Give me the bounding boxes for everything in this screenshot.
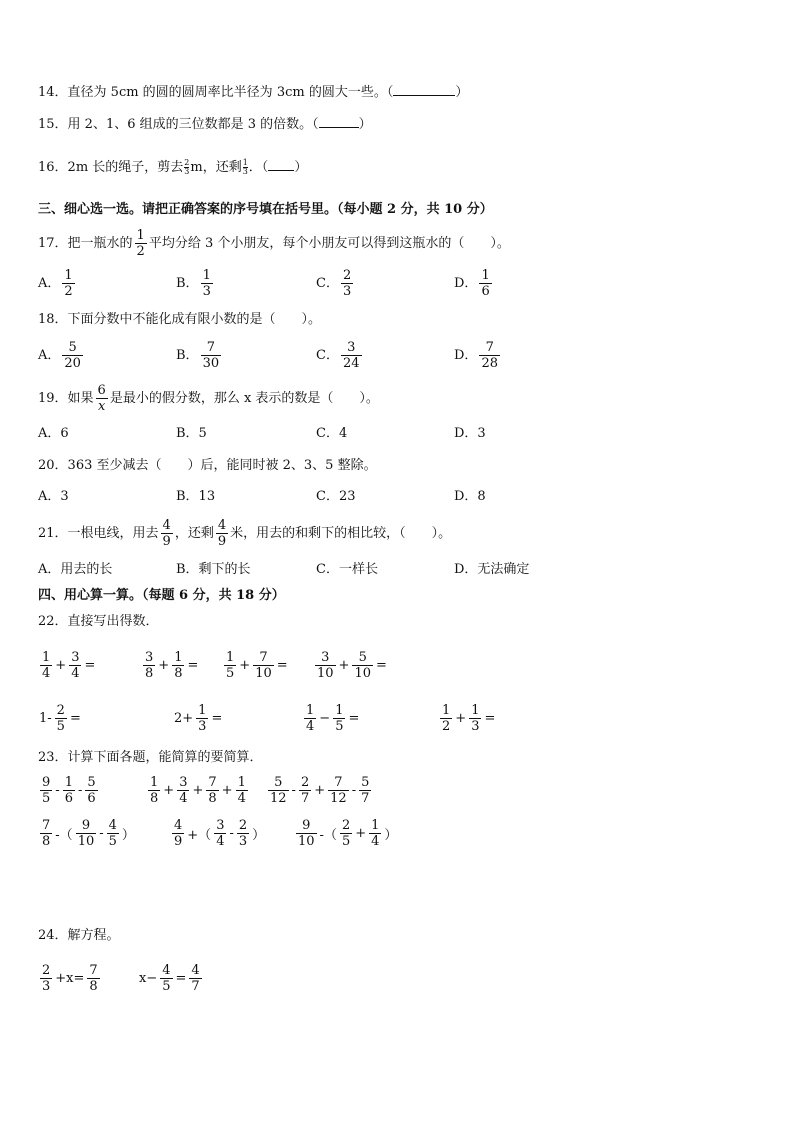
option-20-c[interactable]: C．23	[316, 489, 356, 504]
option-19-a[interactable]: A．6	[38, 426, 69, 441]
answer-blank-14[interactable]	[393, 83, 455, 96]
question-15-text: 15．用 2、1、6 组成的三位数都是 3 的倍数。（	[38, 117, 319, 132]
fraction: $\frac{1}{2}$	[136, 228, 145, 259]
question-17: 17．把一瓶水的 $\frac{1}{2}$ 平均分给 3 个小朋友，每个小朋友可以得到这瓶水的（ ）。	[38, 228, 510, 259]
option-17-d[interactable]: D． $\frac{1}{6}$	[454, 268, 490, 299]
option-21-a[interactable]: A．用去的长	[38, 562, 113, 577]
equation-24-1: $\frac{2}{3}$ +x= $\frac{7}{8}$	[42, 963, 98, 994]
expression-22-2: $\frac{3}{8}$ + $\frac{1}{8}$ =	[145, 650, 199, 681]
expression-22-4: $\frac{3}{10}$ + $\frac{5}{10}$ =	[317, 650, 387, 681]
option-17-c[interactable]: C． $\frac{2}{3}$	[316, 268, 352, 299]
option-17-a[interactable]: A． $\frac{1}{2}$	[38, 268, 73, 299]
question-14-text: 14．直径为 5cm 的圆的圆周率比半径为 3cm 的圆大一些。（	[38, 85, 394, 100]
expression-23-1: $\frac{9}{5}$ - $\frac{1}{6}$ - $\frac{5}{6}$	[42, 775, 96, 806]
answer-blank-16[interactable]	[268, 158, 294, 171]
option-21-b[interactable]: B．剩下的长	[176, 562, 251, 577]
option-20-a[interactable]: A．3	[38, 489, 69, 504]
fraction: $\frac{2}{3}$	[184, 158, 190, 176]
question-18: 18．下面分数中不能化成有限小数的是（ ）。	[38, 312, 322, 327]
question-21: 21．一根电线，用去 $\frac{4}{9}$ ，还剩 $\frac{4}{9}$ 米，用去的和剩下的相比较，（ ）。	[38, 518, 452, 549]
expression-23-6: $\frac{9}{10}$ -（ $\frac{2}{5}$ + $\frac{1}{4}$ ）	[298, 818, 398, 849]
option-20-d[interactable]: D．8	[454, 489, 486, 504]
question-20: 20．363 至少减去（ ）后，能同时被 2、3、5 整除。	[38, 458, 377, 473]
expression-22-7: $\frac{1}{4}$ − $\frac{1}{5}$ =	[306, 703, 360, 734]
section-3-heading: 三、细心选一选。请把正确答案的序号填在括号里。（每小题 2 分，共 10 分）	[38, 202, 493, 217]
expression-22-1: $\frac{1}{4}$ + $\frac{3}{4}$ =	[42, 650, 96, 681]
expression-23-2: $\frac{1}{8}$ + $\frac{3}{4}$ + $\frac{7}{8}$ + $\frac{1}{4}$	[150, 775, 246, 806]
expression-22-5: 1- $\frac{2}{5}$ =	[39, 703, 81, 734]
expression-23-4: $\frac{7}{8}$ -（ $\frac{9}{10}$ - $\frac{4}{5}$ ）	[42, 818, 135, 849]
option-18-c[interactable]: C． $\frac{3}{24}$	[316, 340, 360, 371]
option-19-c[interactable]: C．4	[316, 426, 348, 441]
fraction: $\frac{1}{3}$	[242, 158, 248, 176]
question-19: 19．如果 $\frac{6}{x}$ 是最小的假分数，那么 x 表示的数是（ ）。	[38, 383, 379, 414]
option-21-d[interactable]: D．无法确定	[454, 562, 530, 577]
expression-22-6: 2+ $\frac{1}{3}$ =	[174, 703, 223, 734]
question-24: 24．解方程。	[38, 928, 120, 943]
expression-22-3: $\frac{1}{5}$ + $\frac{7}{10}$ =	[226, 650, 288, 681]
option-18-a[interactable]: A． $\frac{5}{20}$	[38, 340, 81, 371]
answer-blank-15[interactable]	[319, 115, 359, 128]
expression-22-8: $\frac{1}{2}$ + $\frac{1}{3}$ =	[442, 703, 496, 734]
section-4-heading: 四、用心算一算。（每题 6 分，共 18 分）	[38, 588, 285, 603]
question-22: 22．直接写出得数．	[38, 614, 159, 629]
equation-24-2: x− $\frac{4}{5}$ = $\frac{4}{7}$	[139, 963, 200, 994]
fraction: $\frac{4}{9}$	[162, 518, 171, 549]
option-19-b[interactable]: B．5	[176, 426, 207, 441]
expression-23-3: $\frac{5}{12}$ - $\frac{2}{7}$ + $\frac{7}{12}$ - $\frac{5}{7}$	[270, 775, 370, 806]
question-14: 14．直径为 5cm 的圆的圆周率比半径为 3cm 的圆大一些。（ ）	[38, 85, 469, 100]
question-16: 16．2m 长的绳子，剪去 $\frac{2}{3}$ m，还剩 $\frac{1}{3}$ ．（ ）	[38, 158, 308, 176]
option-21-c[interactable]: C．一样长	[316, 562, 378, 577]
option-18-d[interactable]: D． $\frac{7}{28}$	[454, 340, 498, 371]
question-23: 23．计算下面各题，能简算的要简算．	[38, 750, 263, 765]
question-15: 15．用 2、1、6 组成的三位数都是 3 的倍数。（ ）	[38, 117, 372, 132]
expression-23-5: $\frac{4}{9}$ +（ $\frac{3}{4}$ - $\frac{2}{3}$ ）	[174, 818, 266, 849]
fraction: $\frac{4}{9}$	[217, 518, 227, 549]
option-20-b[interactable]: B．13	[176, 489, 216, 504]
option-17-b[interactable]: B． $\frac{1}{3}$	[176, 268, 211, 299]
option-18-b[interactable]: B． $\frac{7}{30}$	[176, 340, 220, 371]
fraction: $\frac{6}{x}$	[97, 383, 106, 414]
option-19-d[interactable]: D．3	[454, 426, 486, 441]
